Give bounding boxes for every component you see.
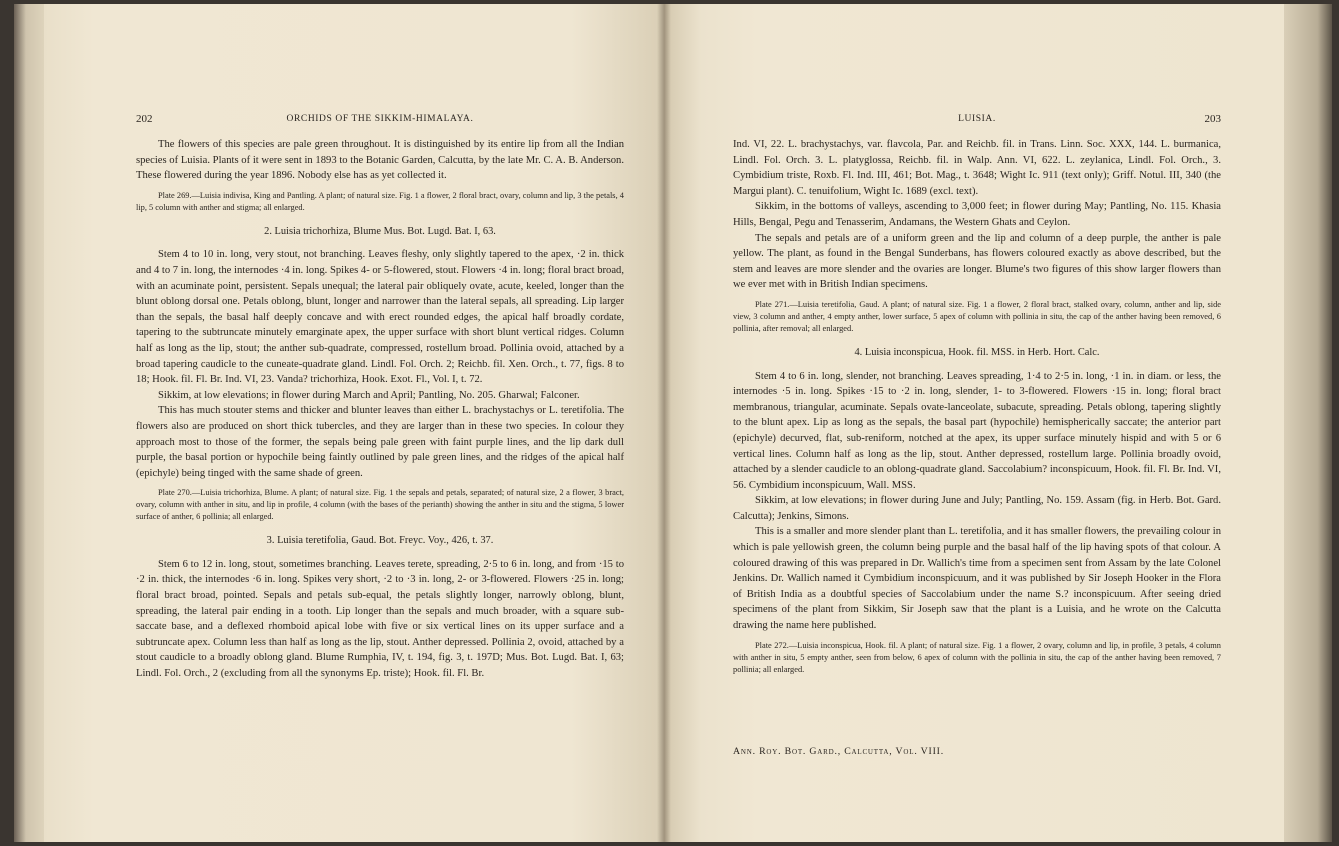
section-3-notes: The sepals and petals are of a uniform green and the lip and column of a deep purple, the anther is pale yellow. The plant, as found in the Bengal Sunderbans, has flowers coloured exactly as above described, but the stem and leaves are more slender and the ovaries are longer. Blume's two figures of this show larger flowers than we ever met with in British Indian specimens. [733,232,1221,291]
section-3-locality: Sikkim, in the bottoms of valleys, ascending to 3,000 feet; in flower during May; Pantling, No. 115. Khasia Hills, Bengal, Pegu and Tenasserim, Andamans, the Western Ghats and Ceylon. [733,201,1221,228]
left-running-title: ORCHIDS OF THE SIKKIM-HIMALAYA. [286,114,474,124]
left-page-number: 202 [136,113,153,125]
book-gutter [657,4,671,842]
section-3-heading: 3. Luisia teretifolia, Gaud. Bot. Freyc. Voy., 426, t. 37. [266,535,494,547]
journal-footer: Ann. Roy. Bot. Gard., Calcutta, Vol. VIII. [733,746,944,757]
right-page-number: 203 [1204,113,1221,125]
left-page [44,4,664,842]
section-4-locality: Sikkim, at low elevations; in flower during June and July; Pantling, No. 159. Assam (fig. in Herb. Bot. Gard. Calcutta); Jenkins, Simons. [733,495,1221,522]
section-4-notes: This is a smaller and more slender plant than L. teretifolia, and it has smaller flowers, the prevailing colour in which is pale yellowish green, the column being purple and the basal half of the lip having spots of that colour. A coloured drawing of this was prepared in Dr. Wallich's time from a specimen sent from Assam by the late Colonel Jenkins. Dr. Wallich named it Cymbidium inconspicuum, and it was published by Sir Joseph Hooker in the Flora of British India as a doubtful species of Saccolabium under the name S.? inconspicuum. After seeing dried specimens of the plant from Sikkim, Sir Joseph saw that the plant is a Luisia, and he wrote on the Calcutta drawing the name here published. [733,526,1221,632]
left-running-header [136,113,624,127]
right-page [664,4,1284,842]
plate-269-caption: Plate 269.—Luisia indivisa, King and Pantling. A plant; of natural size. Fig. 1 a flower, 2 floral bract, ovary, column and lip, 3 the petals, 4 lip, 5 column with anther and stigma; all enlarged. [136,190,624,212]
section-2-description: Stem 4 to 10 in. long, very stout, not branching. Leaves fleshy, only slightly tapered to the apex, ·2 in. thick and 4 to 7 in. long, the internodes ·4 in. long. Spikes 4- or 5-flowered, stout. Flowers ·4 in. long; floral bract broad, with an acuminate point, persistent. Sepals unequal; the lateral pair obliquely ovate, acute, keeled, longer than the blunt oblong dorsal one. Petals oblong, blunt, longer and narrower than the lateral sepals, all spreading. Lip larger than the sepals, the basal half deeply concave and with erect rounded edges, the apical half broadly cordate, tapering to the subtruncate minutely emarginate apex, the upper surface with short blunt vertical ridges. Column half as long as the lip, stout; the anther sub-quadrate, compressed, rostellum broad. Pollinia ovoid, attached by a broad tapering caudicle to the cuneate-quadrate gland. Lindl. Fol. Orch. 2; Reichb. fil. Xen. Orch., t. 77, figs. 8 to 18; Hook. fil. Fl. Br. Ind. VI, 23. Vanda? trichorhiza, Hook. Exot. Fl., Vol. I, t. 72. [136,249,624,386]
section-2-locality: Sikkim, at low elevations; in flower during March and April; Pantling, No. 205. Gharwal; Falconer. [158,389,580,401]
section-4-heading: 4. Luisia inconspicua, Hook. fil. MSS. in Herb. Hort. Calc. [854,346,1100,358]
continued-synonyms: Ind. VI, 22. L. brachystachys, var. flavcola, Par. and Reichb. fil. in Trans. Linn. Soc. XXX, 144. L. burmanica, Lindl. Fol. Orch. 3. L. platyglossa, Reichb. fil. in Walp. Ann. VI, 622. L. zeylanica, Lindl. Fol. Orch., 3. Cymbidium triste, Roxb. Fl. Ind. III, 461; Bot. Mag., t. 3648; Wight Ic. 911 (text only); Griff. Notul. III, 340 (the Margui plant). C. tenuifolium, Wight Ic. 1689 (excl. text). [733,139,1221,197]
plate-270-caption: Plate 270.—Luisia trichorhiza, Blume. A plant; of natural size. Fig. 1 the sepals and petals, separated; of natural size, 2 a flower, 3 bract, ovary, column with anther in situ, and lip in profile, 4 column (with the bases of the perianth) showing the anther in situ and the stigma, 5 lower surface of anther, 6 pollinia; all enlarged. [136,488,624,522]
plate-271-caption: Plate 271.—Luisia teretifolia, Gaud. A plant; of natural size. Fig. 1 a flower, 2 floral bract, stalked ovary, column, anther and lip, side view, 3 column and anther, 4 empty anther, lower surface, 5 apex of column with pollinia in situ, the cap of the anther having been removed, 6 pollinia, after removal; all enlarged. [733,299,1221,333]
plate-272-caption: Plate 272.—Luisia inconspicua, Hook. fil. A plant; of natural size. Fig. 1 a flower, 2 ovary, column and lip, in profile, 3 petals, 4 column with anther in situ, 5 empty anther, seen from below, 6 apex of column with the pollinia in situ, the cap of the anther having been removed, 7 pollinia; all enlarged. [733,640,1221,674]
book-spread [14,4,1332,842]
right-running-title: LUISIA. [958,114,996,124]
right-page-body [733,137,1221,686]
section-2-notes: This has much stouter stems and thicker and blunter leaves than either L. brachystachys or L. teretifolia. The flowers also are produced on short thick tubercles, and they are larger than in these two species. In colour they approach most to those of the former, the sepals being pale green with faint purple lines, and the lip dark dull purple, the basal portion or hypochile being faintly outlined by pale green lines, and the ridges of the apical half (epichyle) being tinged with the same shade of green. [136,405,624,479]
right-running-header [733,113,1221,127]
left-page-body [136,137,624,682]
section-3-description: Stem 6 to 12 in. long, stout, sometimes branching. Leaves terete, spreading, 2·5 to 6 in. long, and from ·15 to ·2 in. thick, the internodes ·6 in. long. Spikes very short, ·2 to ·3 in. long, 2- or 3-flowered. Flowers ·25 in. long; floral bract broad, pointed. Sepals and petals sub-equal, the petals slightly longer, narrowly oblong, blunt, spreading, the lateral pair ending in a tooth. Lip longer than the sepals and much broader, with a square sub-saccate base, and a deflexed rhomboid apical lobe with five or six vertical lines on its upper surface and a subtruncate apex. Column less than half as long as the lip, stout. Anther depressed. Pollinia 2, ovoid, attached by a stout caudicle to a broadly oblong gland. Blume Rumphia, IV, t. 194, fig. 3, t. 197D; Mus. Bot. Lugd. Bat. I, 63; Lindl. Fol. Orch., 2 (excluding from all the synonyms Ep. triste); Hook. fil. Fl. Br. [136,558,624,680]
section-2-heading: 2. Luisia trichorhiza, Blume Mus. Bot. Lugd. Bat. I, 63. [264,225,496,237]
intro-paragraph: The flowers of this species are pale green throughout. It is distinguished by its entire lip from all the Indian species of Luisia. Plants of it were sent in 1893 to the Botanic Garden, Calcutta, by the late Mr. C. A. B. Anderson. These flowered during the year 1896. Nobody else has as yet collected it. [136,139,624,182]
section-4-description: Stem 4 to 6 in. long, slender, not branching. Leaves spreading, 1·4 to 2·5 in. long, ·1 in. in diam. or less, the internodes ·5 in. long. Spikes ·15 to ·2 in. long, slender, 1- to 3-flowered. Flowers ·15 in. long; floral bract membranous, triangular, acuminate. Sepals ovate-lanceolate, subacute, spreading. Petals oblong, tapering slightly to the blunt apex. Lip as long as the sepals, the basal part (hypochile) hemispherically saccate; the anterior part (epichyle) decurved, flat, sub-reniform, notched at the apex, its upper surface minutely hispid and with 5 or 6 vertical lines. Column half as long as the lip, stout. Anther depressed, rostellum large. Pollinia broadly ovoid, attached by a slender caudicle to an oblong-quadrate gland. Saccolabium? inconspicuum, Hook. fil. Fl. Br. Ind. VI, 56. Cymbidium inconspicuum, Wall. MSS. [733,370,1221,491]
